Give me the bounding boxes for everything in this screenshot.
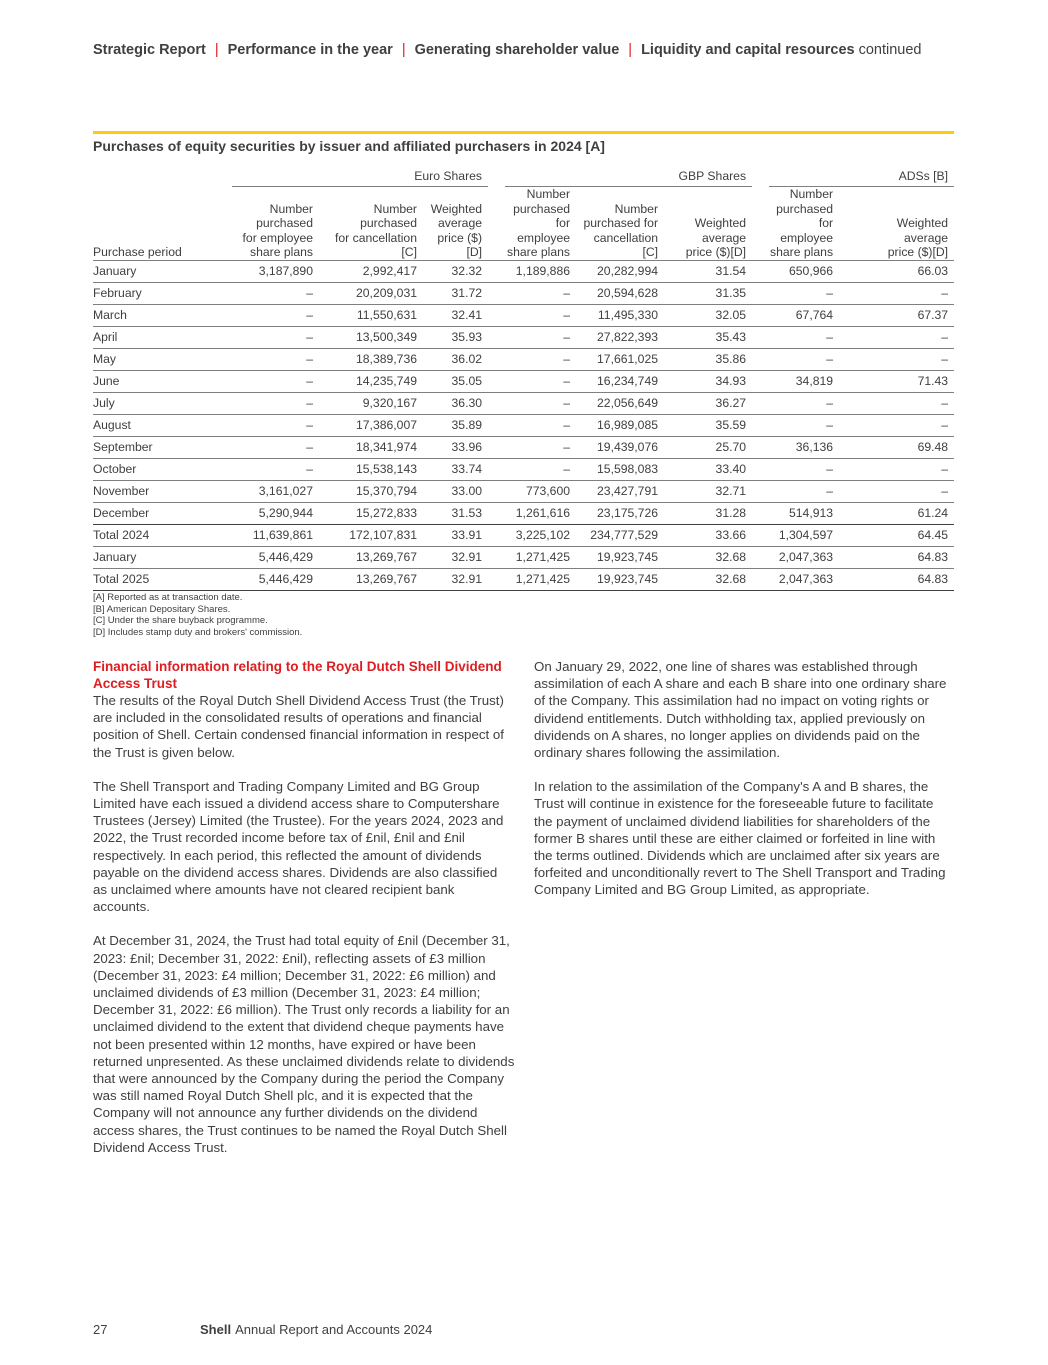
row-label: July [93, 392, 232, 414]
table-row [93, 546, 954, 568]
column-header [839, 187, 954, 261]
table-cell: – [769, 326, 839, 348]
table-cell: – [769, 480, 839, 502]
column-header-line: average [702, 230, 747, 245]
table-cell: – [505, 458, 576, 480]
table-cell: 35.05 [423, 370, 488, 392]
table-cell: 64.83 [839, 568, 954, 590]
table-cell: 2,992,417 [319, 260, 423, 282]
table-cell: 19,923,745 [576, 546, 664, 568]
column-header-line: cancellation [593, 230, 659, 245]
table-cell: – [232, 282, 319, 304]
section-heading: Financial information relating to the Royal Dutch Shell Dividend Access Trust [93, 659, 502, 691]
table-cell: 36,136 [769, 436, 839, 458]
table-cell: 15,272,833 [319, 502, 423, 524]
table-cell: 5,446,429 [232, 546, 319, 568]
page-footer [93, 1322, 432, 1337]
table-row [93, 458, 954, 480]
column-gap [488, 370, 505, 392]
table-cell: 33.91 [423, 524, 488, 546]
table-cell: 32.91 [423, 546, 488, 568]
table-cell: 32.71 [664, 480, 752, 502]
column-header-line: average [437, 216, 483, 230]
table-cell: – [769, 348, 839, 370]
right-column [534, 658, 954, 916]
table-cell: 22,056,649 [576, 392, 664, 414]
column-header [423, 187, 488, 261]
table-row [93, 260, 954, 282]
body-paragraph: In relation to the assimilation of the Company's A and B shares, the Trust will continue in existence for the foreseeable future to facilitate the payment of unclaimed dividend liabilities for shareholders of the former B shares until these are either claimed or forfeited in line with the terms outlined. Dividends which are unclaimed after six years are forfeited and unconditionally revert to The Shell Transport and Trading Company Limited and BG Group Limited, as appropriate. [534, 779, 946, 898]
section-divider [93, 131, 954, 134]
row-label: October [93, 458, 232, 480]
table-cell: 2,047,363 [769, 546, 839, 568]
table-cell: 13,269,767 [319, 546, 423, 568]
table-row [93, 392, 954, 414]
column-header [319, 187, 423, 261]
column-header-line: Number [526, 187, 571, 201]
table-cell: 32.41 [423, 304, 488, 326]
group-gbp-shares: GBP Shares [505, 166, 752, 187]
row-label: December [93, 502, 232, 524]
column-gap [488, 304, 505, 326]
table-cell: – [232, 414, 319, 436]
table-cell: 16,989,085 [576, 414, 664, 436]
column-gap [488, 524, 505, 546]
footer-publication: Annual Report and Accounts 2024 [235, 1322, 433, 1337]
footnote: [A] Reported as at transaction date. [93, 592, 243, 603]
table-cell: 33.40 [664, 458, 752, 480]
column-gap [488, 260, 505, 282]
column-header-line: for cancellation [335, 230, 417, 245]
table-cell: 67,764 [769, 304, 839, 326]
table-cell: 18,389,736 [319, 348, 423, 370]
table-cell: – [232, 436, 319, 458]
column-header-line: purchased [256, 216, 313, 230]
table-cell: 23,427,791 [576, 480, 664, 502]
column-header-line: purchased for [583, 216, 659, 230]
equity-purchases-table [93, 166, 954, 591]
table-cell: 5,290,944 [232, 502, 319, 524]
table-cell: 34.93 [664, 370, 752, 392]
table-cell: – [232, 458, 319, 480]
column-header-line: Weighted [896, 216, 949, 230]
column-header-line: purchased [360, 216, 417, 230]
column-gap [488, 458, 505, 480]
column-header-line: Number [614, 201, 659, 216]
column-header-line: price ($)[D] [437, 230, 483, 259]
table-cell: – [839, 414, 954, 436]
table-cell: 11,550,631 [319, 304, 423, 326]
table-cell: 34,819 [769, 370, 839, 392]
table-cell: – [505, 392, 576, 414]
table-cell: 15,598,083 [576, 458, 664, 480]
table-cell: 17,661,025 [576, 348, 664, 370]
table-cell: 61.24 [839, 502, 954, 524]
table-cell: 15,538,143 [319, 458, 423, 480]
table-cell: 16,234,749 [576, 370, 664, 392]
table-cell: – [839, 458, 954, 480]
column-gap [752, 480, 769, 502]
table-row [93, 348, 954, 370]
column-gap [752, 458, 769, 480]
table-cell: 3,161,027 [232, 480, 319, 502]
table-cell: 32.05 [664, 304, 752, 326]
column-gap [752, 436, 769, 458]
table-cell: – [839, 392, 954, 414]
table-cell: 35.93 [423, 326, 488, 348]
footnote: [B] American Depositary Shares. [93, 603, 231, 615]
table-cell: 1,304,597 [769, 524, 839, 546]
table-cell: 14,235,749 [319, 370, 423, 392]
table-cell: – [232, 392, 319, 414]
column-gap [488, 436, 505, 458]
table-cell: – [769, 414, 839, 436]
table-cell: 31.53 [423, 502, 488, 524]
column-gap [488, 392, 505, 414]
group-euro-shares: Euro Shares [232, 166, 488, 187]
table-row [93, 282, 954, 304]
table-cell: 1,271,425 [505, 546, 576, 568]
table-cell: 27,822,393 [576, 326, 664, 348]
column-header-line: [C] [642, 245, 659, 259]
column-header-line: Purchase period [93, 245, 182, 259]
column-gap [752, 524, 769, 546]
table-cell: 773,600 [505, 480, 576, 502]
table-cell: 15,370,794 [319, 480, 423, 502]
left-column [93, 658, 515, 1173]
table-cell: 35.59 [664, 414, 752, 436]
table-cell: 1,271,425 [505, 568, 576, 590]
table-cell: 31.72 [423, 282, 488, 304]
column-header-line: [C] [401, 245, 417, 259]
row-label: January [93, 546, 232, 568]
table-cell: – [839, 480, 954, 502]
column-gap [488, 326, 505, 348]
column-gap [752, 502, 769, 524]
table-cell: 1,189,886 [505, 260, 576, 282]
table-cell: – [232, 348, 319, 370]
table-cell: 36.02 [423, 348, 488, 370]
column-gap [488, 187, 505, 261]
column-header-line: Number [789, 187, 834, 201]
column-header-line: Weighted [430, 201, 483, 216]
table-row [93, 414, 954, 436]
page-number: 27 [93, 1322, 108, 1337]
column-header-line: purchased [513, 201, 571, 216]
row-label: November [93, 480, 232, 502]
group-header-row [93, 166, 954, 187]
table-cell: – [505, 282, 576, 304]
table-cell: 36.27 [664, 392, 752, 414]
table-cell: 3,225,102 [505, 524, 576, 546]
column-header-line: price ($)[D] [685, 245, 747, 259]
table-cell: 33.96 [423, 436, 488, 458]
table-cell: 514,913 [769, 502, 839, 524]
column-header-row [93, 187, 954, 261]
column-gap [752, 326, 769, 348]
column-header-line: Number [269, 201, 313, 216]
table-cell: 31.35 [664, 282, 752, 304]
table-footnotes [93, 592, 302, 638]
table-row [93, 436, 954, 458]
row-label: January [93, 260, 232, 282]
body-paragraph: On January 29, 2022, one line of shares was established through assimilation of each A share and each B share into one ordinary share of the Company. This assimilation had no impact on voting rights or dividend entitlements. Dutch withholding tax, applied previously on dividends on A shares, no longer applies on dividends paid on the ordinary shares following the assimilation. [534, 659, 947, 761]
table-cell: 36.30 [423, 392, 488, 414]
table-cell: – [505, 304, 576, 326]
column-gap [752, 260, 769, 282]
table-cell: – [769, 392, 839, 414]
table-row [93, 326, 954, 348]
table-cell: 17,386,007 [319, 414, 423, 436]
column-gap [752, 187, 769, 261]
column-header-line: for employee [517, 216, 571, 245]
footer-brand: Shell [200, 1322, 232, 1337]
table-cell: 9,320,167 [319, 392, 423, 414]
table-cell: 1,261,616 [505, 502, 576, 524]
table-cell: 13,269,767 [319, 568, 423, 590]
column-header [664, 187, 752, 261]
column-gap [752, 546, 769, 568]
table-cell: 64.45 [839, 524, 954, 546]
body-paragraph: The Shell Transport and Trading Company Limited and BG Group Limited have each issued a dividend access share to Computershare Trustees (Jersey) Limited (the Trustee). For the years 2024, 2023 and 2022, the Trust recorded income before tax of £nil, £nil and £nil respectively. In each period, this reflected the amount of dividends payable on the dividend access shares. Dividends are also classified as unclaimed where amounts have not cleared recipient bank accounts. [93, 778, 504, 915]
row-label: February [93, 282, 232, 304]
table-row [93, 502, 954, 524]
table-cell: 35.86 [664, 348, 752, 370]
row-label: April [93, 326, 232, 348]
table-cell: 33.74 [423, 458, 488, 480]
table-cell: 20,594,628 [576, 282, 664, 304]
table-cell: 13,500,349 [319, 326, 423, 348]
breadcrumb-liquidity[interactable]: Liquidity and capital resources [641, 42, 855, 58]
table-cell: – [769, 458, 839, 480]
table-cell: 172,107,831 [319, 524, 423, 546]
table-cell: – [839, 282, 954, 304]
column-gap [488, 546, 505, 568]
body-paragraph: At December 31, 2024, the Trust had total equity of £nil (December 31, 2023: £nil; December 31, 2022: £nil), reflecting assets of £3 million (December 31, 2023: £4 million; December 31, 2022: £6 million) and unclaimed dividends of £3 million (December 31, 2023: £4 million; December 31, 2022: £6 million). The Trust only records a liability for an unclaimed dividend to the extent that dividend cheque payments have not been presented within 12 months, have expired or have been returned unpresented. As these unclaimed dividends relate to dividends that were announced by the Company during the period the Company was still named Royal Dutch Shell plc, and it is expected that the Company will not announce any further dividends on the dividend access shares, the Trust continues to be named the Royal Dutch Shell Dividend Access Trust. [93, 933, 515, 1155]
table-cell: 67.37 [839, 304, 954, 326]
table-cell: 32.32 [423, 260, 488, 282]
table-cell: 71.43 [839, 370, 954, 392]
column-header-line: share plans [249, 245, 313, 259]
column-header-line: average [904, 230, 949, 245]
row-label: June [93, 370, 232, 392]
table-cell: 35.43 [664, 326, 752, 348]
table-cell: 19,923,745 [576, 568, 664, 590]
row-label: March [93, 304, 232, 326]
table-cell: 33.00 [423, 480, 488, 502]
table-cell: 25.70 [664, 436, 752, 458]
breadcrumb-shareholder-value[interactable]: Generating shareholder value [414, 42, 620, 58]
column-gap [488, 348, 505, 370]
breadcrumb-continued: continued [858, 42, 922, 58]
column-gap [488, 414, 505, 436]
table-cell: 64.83 [839, 546, 954, 568]
table-cell: 18,341,974 [319, 436, 423, 458]
table-cell: 20,209,031 [319, 282, 423, 304]
table-cell: – [505, 414, 576, 436]
column-gap [752, 304, 769, 326]
table-row [93, 524, 954, 546]
table-cell: – [769, 282, 839, 304]
column-header [232, 187, 319, 261]
row-label: May [93, 348, 232, 370]
column-gap [488, 282, 505, 304]
column-header-line: share plans [770, 245, 834, 259]
column-gap [488, 480, 505, 502]
column-header [769, 187, 839, 261]
column-header [576, 187, 664, 261]
table-cell: 33.66 [664, 524, 752, 546]
table-cell: – [505, 348, 576, 370]
table-cell: 2,047,363 [769, 568, 839, 590]
table-cell: – [232, 370, 319, 392]
table-cell: 650,966 [769, 260, 839, 282]
column-gap [488, 568, 505, 590]
column-gap [752, 282, 769, 304]
table-cell: 11,495,330 [576, 304, 664, 326]
table-row [93, 480, 954, 502]
column-gap [752, 392, 769, 414]
row-label: Total 2024 [93, 524, 232, 546]
table-cell: 5,446,429 [232, 568, 319, 590]
table-cell: 31.54 [664, 260, 752, 282]
breadcrumb [93, 42, 921, 58]
row-label: Total 2025 [93, 568, 232, 590]
table-cell: – [505, 326, 576, 348]
column-header [505, 187, 576, 261]
breadcrumb-strategic-report[interactable]: Strategic Report [93, 42, 206, 58]
table-cell: 234,777,529 [576, 524, 664, 546]
column-header-line: for employee [242, 230, 313, 245]
table-cell: 23,175,726 [576, 502, 664, 524]
table-cell: – [232, 326, 319, 348]
table-cell: 32.68 [664, 568, 752, 590]
breadcrumb-separator: | [628, 42, 633, 58]
footnote: [D] Includes stamp duty and brokers' commission. [93, 626, 303, 638]
group-adss: ADSs [B] [769, 166, 954, 187]
column-header-line: share plans [507, 245, 571, 259]
column-header-line: Number [373, 201, 417, 216]
table-body [93, 260, 954, 590]
table-row [93, 304, 954, 326]
breadcrumb-separator: | [214, 42, 219, 58]
table-cell: – [505, 436, 576, 458]
table-cell: 3,187,890 [232, 260, 319, 282]
table-cell: 19,439,076 [576, 436, 664, 458]
column-header-line: Weighted [694, 216, 747, 230]
row-label: August [93, 414, 232, 436]
column-header-purchase-period [93, 187, 232, 261]
column-header-line: for employee [780, 216, 834, 245]
column-gap [752, 348, 769, 370]
breadcrumb-separator: | [401, 42, 406, 58]
table-cell: 11,639,861 [232, 524, 319, 546]
footnote: [C] Under the share buyback programme. [93, 615, 268, 626]
column-gap [752, 568, 769, 590]
breadcrumb-performance[interactable]: Performance in the year [227, 42, 393, 58]
column-gap [752, 414, 769, 436]
table-row [93, 568, 954, 590]
table-cell: – [505, 370, 576, 392]
table-cell: – [839, 348, 954, 370]
column-gap [488, 502, 505, 524]
table-cell: 69.48 [839, 436, 954, 458]
body-paragraph: The results of the Royal Dutch Shell Dividend Access Trust (the Trust) are included in the consolidated results of operations and financial position of Shell. Certain condensed financial information in respect of the Trust is given below. [93, 693, 504, 760]
row-label: September [93, 436, 232, 458]
table-title: Purchases of equity securities by issuer and affiliated purchasers in 2024 [A] [93, 138, 605, 154]
table-cell: 35.89 [423, 414, 488, 436]
table-cell: 31.28 [664, 502, 752, 524]
table-cell: 66.03 [839, 260, 954, 282]
table-row [93, 370, 954, 392]
table-cell: – [232, 304, 319, 326]
column-gap [752, 370, 769, 392]
column-header-line: price ($)[D] [887, 245, 949, 259]
column-header-line: purchased [776, 201, 834, 216]
table-cell: – [839, 326, 954, 348]
table-cell: 20,282,994 [576, 260, 664, 282]
table-cell: 32.68 [664, 546, 752, 568]
table-cell: 32.91 [423, 568, 488, 590]
